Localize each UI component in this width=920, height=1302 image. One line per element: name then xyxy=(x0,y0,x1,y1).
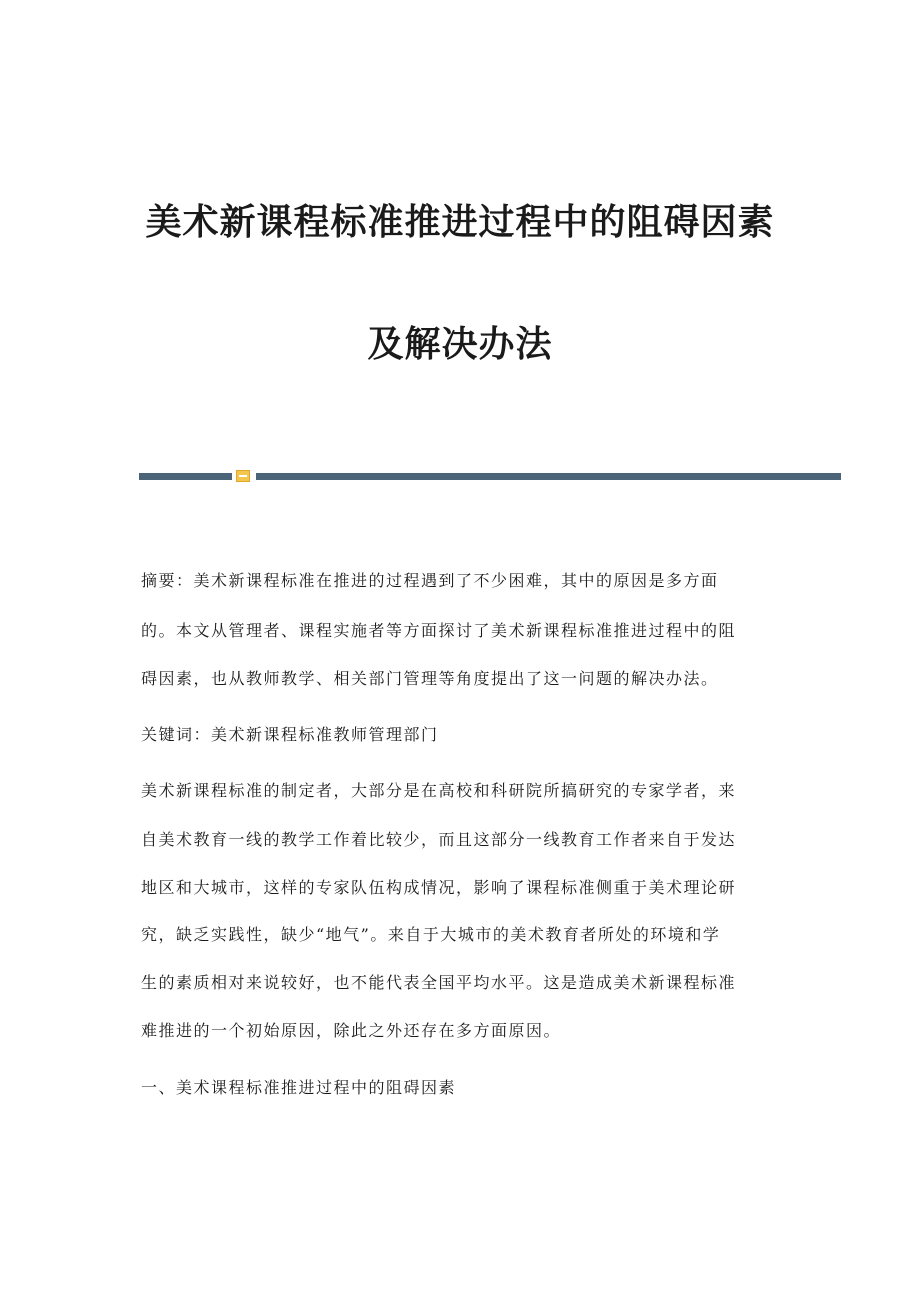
abstract-line: 的。本文从管理者、课程实施者等方面探讨了美术新课程标准推进过程中的阻 xyxy=(141,621,737,640)
body-paragraph-line: 美术新课程标准的制定者，大部分是在高校和科研院所搞研究的专家学者，来 xyxy=(141,781,737,800)
divider-ornament-icon xyxy=(236,470,250,482)
abstract-line: 摘要：美术新课程标准在推进的过程遇到了不少困难，其中的原因是多方面 xyxy=(141,571,719,590)
divider-bar-right xyxy=(256,473,841,480)
body-paragraph-line: 究，缺乏实践性，缺少“地气”。来自于大城市的美术教育者所处的环境和学 xyxy=(141,925,721,944)
abstract-line: 碍因素，也从教师教学、相关部门管理等角度提出了这一问题的解决办法。 xyxy=(141,669,719,688)
keywords-line: 关键词：美术新课程标准教师管理部门 xyxy=(141,725,439,744)
title-divider xyxy=(139,470,841,482)
divider-bar-left xyxy=(139,473,232,480)
body-paragraph-line: 生的素质相对来说较好，也不能代表全国平均水平。这是造成美术新课程标准 xyxy=(141,973,737,992)
document-title-line-1: 美术新课程标准推进过程中的阻碍因素 xyxy=(145,201,775,243)
section-heading: 一、美术课程标准推进过程中的阻碍因素 xyxy=(141,1078,457,1097)
document-title-line-2: 及解决办法 xyxy=(367,323,553,365)
body-paragraph-line: 地区和大城市，这样的专家队伍构成情况，影响了课程标准侧重于美术理论研 xyxy=(141,878,737,897)
body-paragraph-line: 难推进的一个初始原因，除此之外还存在多方面原因。 xyxy=(141,1021,562,1040)
body-paragraph-line: 自美术教育一线的教学工作着比较少，而且这部分一线教育工作者来自于发达 xyxy=(141,830,737,849)
